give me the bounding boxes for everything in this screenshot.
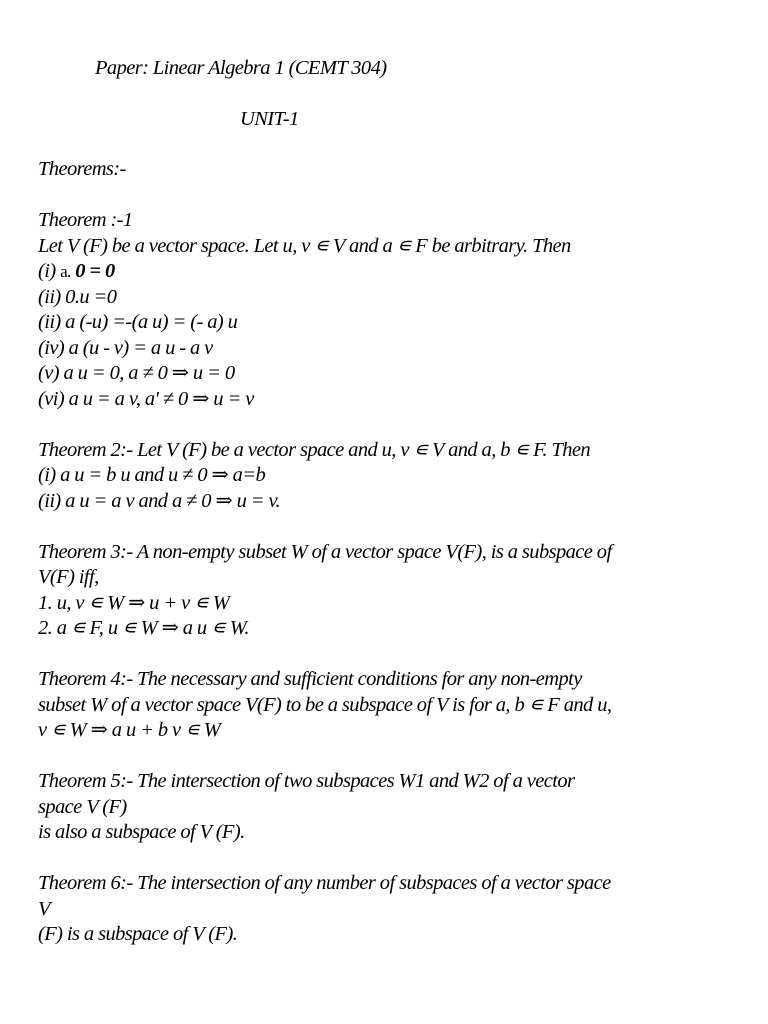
theorem-5-line-2: space V (F) <box>38 795 127 818</box>
theorem-3-condition-2: 2. a ∊ F, u ∊ W ⇒ a u ∊ W. <box>38 617 249 639</box>
theorem-1-item-iii: (ii) a (-u) =-(a u) = (- a) u <box>38 311 238 333</box>
theorem-1 <box>38 208 743 412</box>
spacer <box>38 744 743 770</box>
theorem-4-line-1: Theorem 4:- The necessary and sufficient conditions for any non-empty <box>38 668 582 690</box>
theorem-6-line-2: V <box>38 897 50 920</box>
theorem-4 <box>38 667 743 744</box>
theorem-3 <box>38 540 743 642</box>
theorem-6-line-1: Theorem 6:- The intersection of any number of subspaces of a vector space <box>38 872 611 894</box>
theorem-3-condition-1: 1. u, v ∊ W ⇒ u + v ∊ W <box>38 591 230 614</box>
theorem-2-statement: Theorem 2:- Let V (F) be a vector space and u, v ∊ V and a, b ∊ F. Then <box>38 438 591 461</box>
spacer <box>38 846 743 872</box>
theorem-3-line-1: Theorem 3:- A non-empty subset W of a vector space V(F), is a subspace of <box>38 540 612 563</box>
theorem-1-item-iv: (iv) a (u - v) = a u - a v <box>38 336 213 359</box>
theorem-2-item-ii: (ii) a u = a v and a ≠ 0 ⇒ u = v. <box>38 489 281 512</box>
theorem-6 <box>38 871 743 948</box>
item-i-prefix: (i) <box>38 260 61 282</box>
section-heading: Theorems:- <box>38 158 126 180</box>
theorem-2 <box>38 438 743 515</box>
spacer <box>38 412 743 438</box>
document-body <box>38 157 743 948</box>
theorem-5-line-3: is also a subspace of V (F). <box>38 821 245 843</box>
spacer <box>38 183 743 209</box>
theorem-4-line-3: v ∊ W ⇒ a u + b v ∊ W <box>38 719 221 741</box>
theorem-6-line-3: (F) is a subspace of V (F). <box>38 923 238 945</box>
theorem-5-line-1: Theorem 5:- The intersection of two subspaces W1 and W2 of a vector <box>38 770 575 792</box>
paper-title: Paper: Linear Algebra 1 (CEMT 304) <box>95 57 387 79</box>
item-i-a: a. <box>60 262 71 281</box>
theorem-1-heading: Theorem :-1 <box>38 209 133 231</box>
unit-title: UNIT-1 <box>240 108 299 130</box>
theorem-3-line-2: V(F) iff, <box>38 566 99 588</box>
item-i-rest: 0 = 0 <box>70 260 115 282</box>
theorem-1-item-vi: (vi) a u = a v, a' ≠ 0 ⇒ u = v <box>38 387 254 410</box>
spacer <box>38 642 743 668</box>
theorem-4-line-2: subset W of a vector space V(F) to be a subspace of V is for a, b ∊ F and u, <box>38 693 612 716</box>
theorem-1-item-v: (v) a u = 0, a ≠ 0 ⇒ u = 0 <box>38 362 235 384</box>
theorem-1-item-ii: (ii) 0.u =0 <box>38 285 117 308</box>
theorem-2-item-i: (i) a u = b u and u ≠ 0 ⇒ a=b <box>38 464 266 486</box>
theorem-5 <box>38 769 743 846</box>
spacer <box>38 514 743 540</box>
theorem-1-item-i <box>38 259 743 285</box>
theorem-1-statement: Let V (F) be a vector space. Let u, v ∊ V and a ∊ F be arbitrary. Then <box>38 234 571 257</box>
